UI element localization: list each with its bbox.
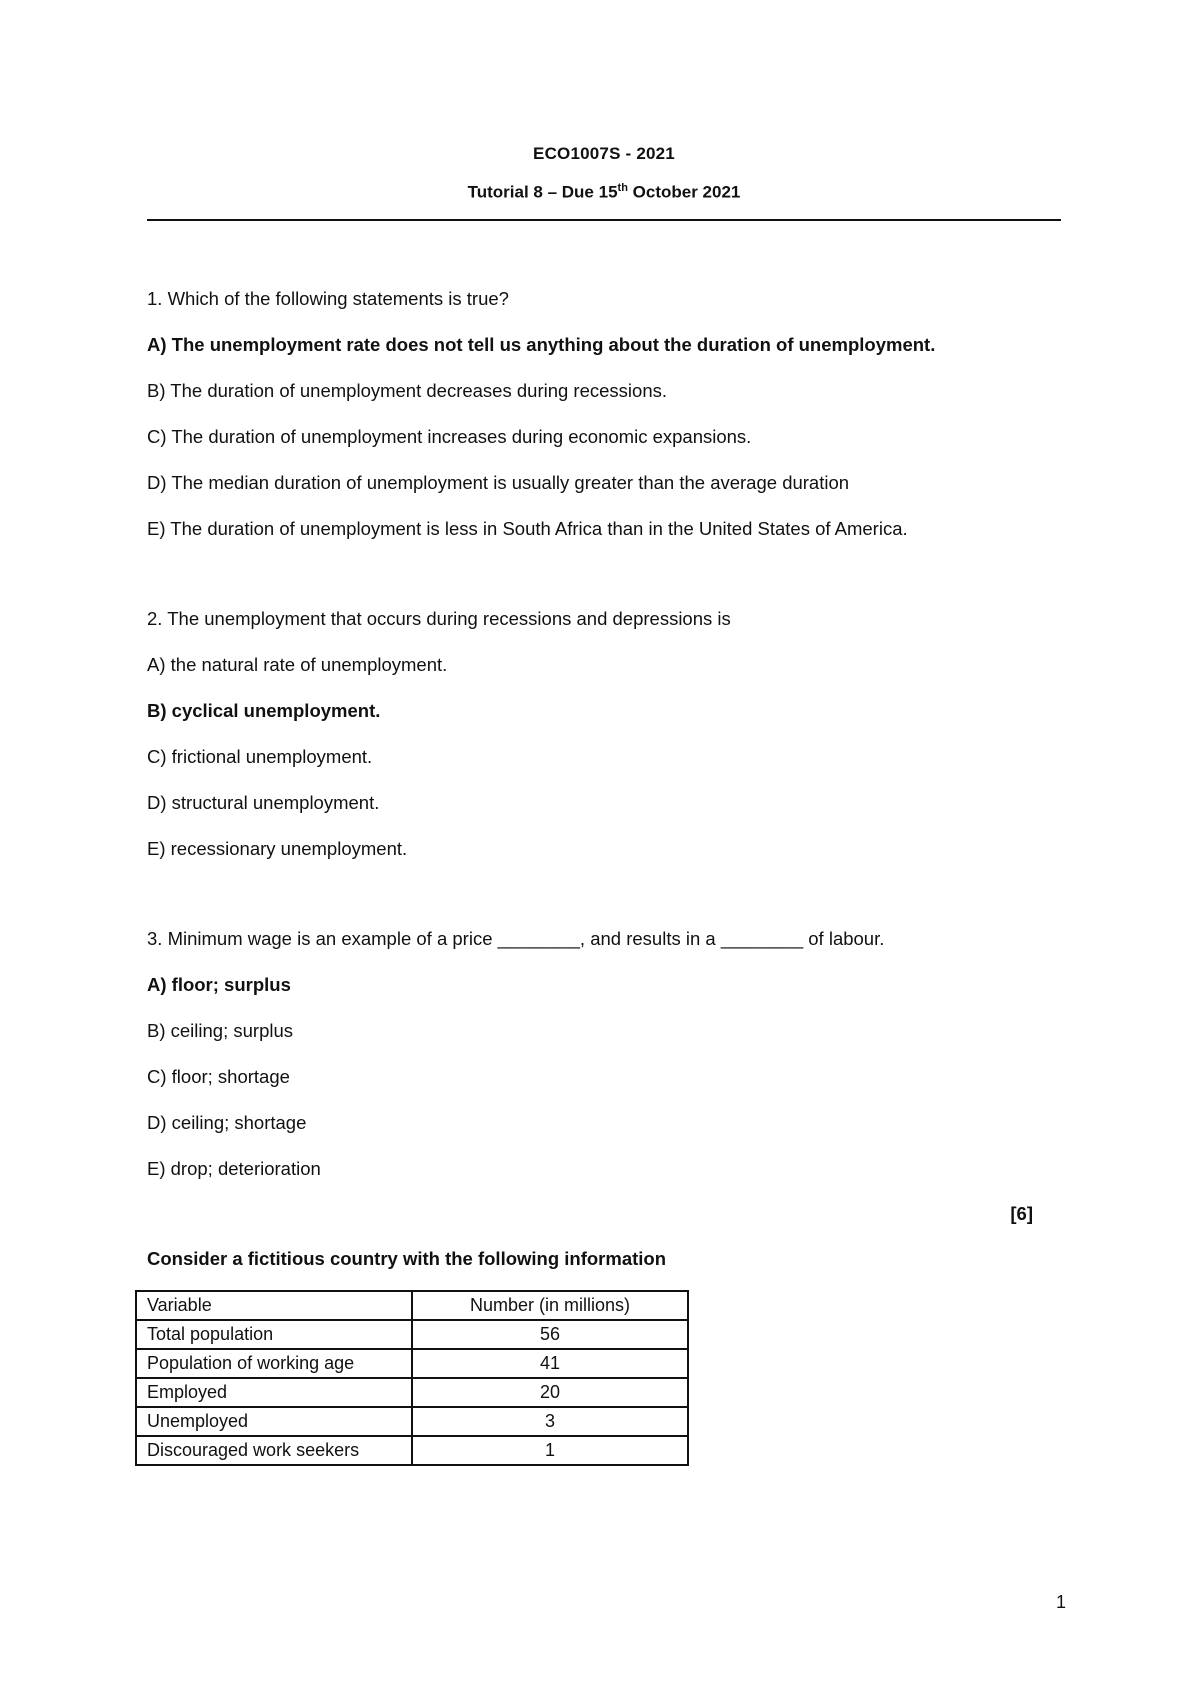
answer-option: B) ceiling; surplus xyxy=(147,1020,294,1041)
answer-option: E) The duration of unemployment is less in South Africa than in the United States of America. xyxy=(147,518,908,539)
table-row xyxy=(136,1407,688,1436)
table-row xyxy=(136,1378,688,1407)
question-1 xyxy=(147,288,1061,564)
question-3 xyxy=(147,928,1061,1204)
document-header xyxy=(147,144,1061,203)
table-cell-number: 56 xyxy=(412,1320,688,1349)
tutorial-title-prefix: Tutorial 8 – Due 15 xyxy=(467,182,618,202)
table-cell-number: 20 xyxy=(412,1378,688,1407)
table-row xyxy=(136,1320,688,1349)
tutorial-title-superscript: th xyxy=(617,182,628,194)
table-cell-variable: Employed xyxy=(136,1378,412,1407)
table-cell-variable: Total population xyxy=(136,1320,412,1349)
answer-option: C) frictional unemployment. xyxy=(147,746,373,767)
table-cell-variable: Discouraged work seekers xyxy=(136,1436,412,1465)
table-cell-variable: Unemployed xyxy=(136,1407,412,1436)
answer-option: A) the natural rate of unemployment. xyxy=(147,654,448,675)
answer-option: B) The duration of unemployment decreases during recessions. xyxy=(147,380,667,401)
answer-option-correct: A) floor; surplus xyxy=(147,974,291,995)
answer-option: C) floor; shortage xyxy=(147,1066,290,1087)
question-stem: 3. Minimum wage is an example of a price ________, and results in a ________ of labour. xyxy=(147,928,885,949)
answer-option: E) drop; deterioration xyxy=(147,1158,321,1179)
table-row xyxy=(136,1349,688,1378)
table-row xyxy=(136,1436,688,1465)
answer-option: D) ceiling; shortage xyxy=(147,1112,307,1133)
table-cell-number: 3 xyxy=(412,1407,688,1436)
question-stem: 2. The unemployment that occurs during recessions and depressions is xyxy=(147,608,731,629)
answer-option: C) The duration of unemployment increases during economic expansions. xyxy=(147,426,752,447)
question-stem: 1. Which of the following statements is true? xyxy=(147,288,509,309)
page-number: 1 xyxy=(1055,1592,1066,1612)
answer-option-correct: A) The unemployment rate does not tell us anything about the duration of unemployment. xyxy=(147,334,936,355)
answer-option: D) structural unemployment. xyxy=(147,792,380,813)
table-cell-variable: Population of working age xyxy=(136,1349,412,1378)
answer-option: E) recessionary unemployment. xyxy=(147,838,408,859)
course-title: ECO1007S - 2021 xyxy=(533,144,675,163)
tutorial-title xyxy=(147,182,1061,203)
data-table xyxy=(135,1290,689,1466)
answer-option-correct: B) cyclical unemployment. xyxy=(147,700,381,721)
table-header-cell: Variable xyxy=(136,1291,412,1320)
table-cell-number: 1 xyxy=(412,1436,688,1465)
table-header-row xyxy=(136,1291,688,1320)
table-intro: Consider a fictitious country with the following information xyxy=(147,1248,667,1269)
answer-option: D) The median duration of unemployment is usually greater than the average duration xyxy=(147,472,850,493)
marks-total: [6] xyxy=(1010,1203,1033,1224)
question-2 xyxy=(147,608,1061,884)
table-header-cell: Number (in millions) xyxy=(412,1291,688,1320)
tutorial-title-suffix: October 2021 xyxy=(627,182,741,202)
table-cell-number: 41 xyxy=(412,1349,688,1378)
header-divider xyxy=(147,219,1061,221)
